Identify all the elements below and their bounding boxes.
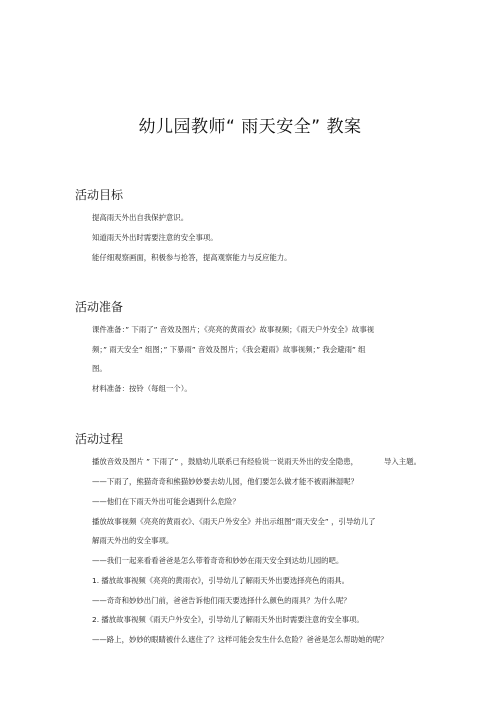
process-line-9: 2. 播放故事视频《雨天户外安全》，引导幼儿了解雨天外出时需要注意的安全事项。 (92, 615, 364, 624)
prep-line-4: 材料准备：按铃（每组一个）。 (92, 384, 192, 393)
process-line-1 (92, 456, 421, 467)
process-line-4: 播放故事视频《亮亮的黄雨衣》、《雨天户外安全》并出示组图”雨天安全” ，引导幼儿了 (92, 517, 376, 526)
process-line-6: ——我们一起来看看爸爸是怎么带着奇奇和妙妙在雨天安全到达幼儿园的吧。 (92, 556, 344, 565)
section-heading-process: 活动过程 (75, 432, 124, 446)
goal-line-3: 能仔细观察画面，积极参与抢答，提高观察能力与反应能力。 (92, 253, 292, 262)
goal-line-1: 提高雨天外出自我保护意识。 (92, 213, 189, 222)
process-line-8: ——奇奇和妙妙出门前，爸爸告诉他们雨天要选择什么颜色的雨具？为什么呢？ (92, 596, 351, 605)
prep-line-2: 频；” 雨天安全” 组图；” 下暴雨” 音效及图片；《我会避雨》故事视频；” 我会避雨” 组 (92, 345, 366, 354)
process-line-10: ——路上，妙妙的眼睛被什么遮住了？这样可能会发生什么危险？爸爸是怎么帮助她的呢？ (92, 635, 388, 644)
section-heading-goals: 活动目标 (75, 188, 124, 202)
process-line-5: 解雨天外出的安全事项。 (92, 536, 174, 545)
prep-line-3: 图。 (92, 364, 107, 373)
goal-line-2: 知道雨天外出时需要注意的安全事项。 (92, 233, 218, 242)
process-line-7: 1. 播放故事视频《亮亮的黄雨衣》，引导幼儿了解雨天外出要选择亮色的雨具。 (92, 576, 349, 585)
process-line-3: ——他们在下雨天外出可能会遇到什么危险？ (92, 497, 240, 506)
process-line-2: ——下雨了，熊猫奇奇和熊猫妙妙要去幼儿园，他们要怎么做才能不被雨淋湿呢？ (92, 477, 359, 486)
section-heading-preparation: 活动准备 (75, 300, 124, 314)
document-title: 幼儿园教师“ 雨天安全” 教案 (138, 117, 362, 137)
process-line-1-tail: 导入主题。 (384, 457, 421, 466)
process-line-1-text: 播放音效及图片 ” 下雨了” ，鼓励幼儿联系已有经验说一说雨天外出的安全隐患， (92, 457, 358, 466)
prep-line-1: 课件准备：” 下雨了” 音效及图片；《亮亮的黄雨衣》故事视频；《雨天户外安全》故事视 (92, 325, 375, 334)
